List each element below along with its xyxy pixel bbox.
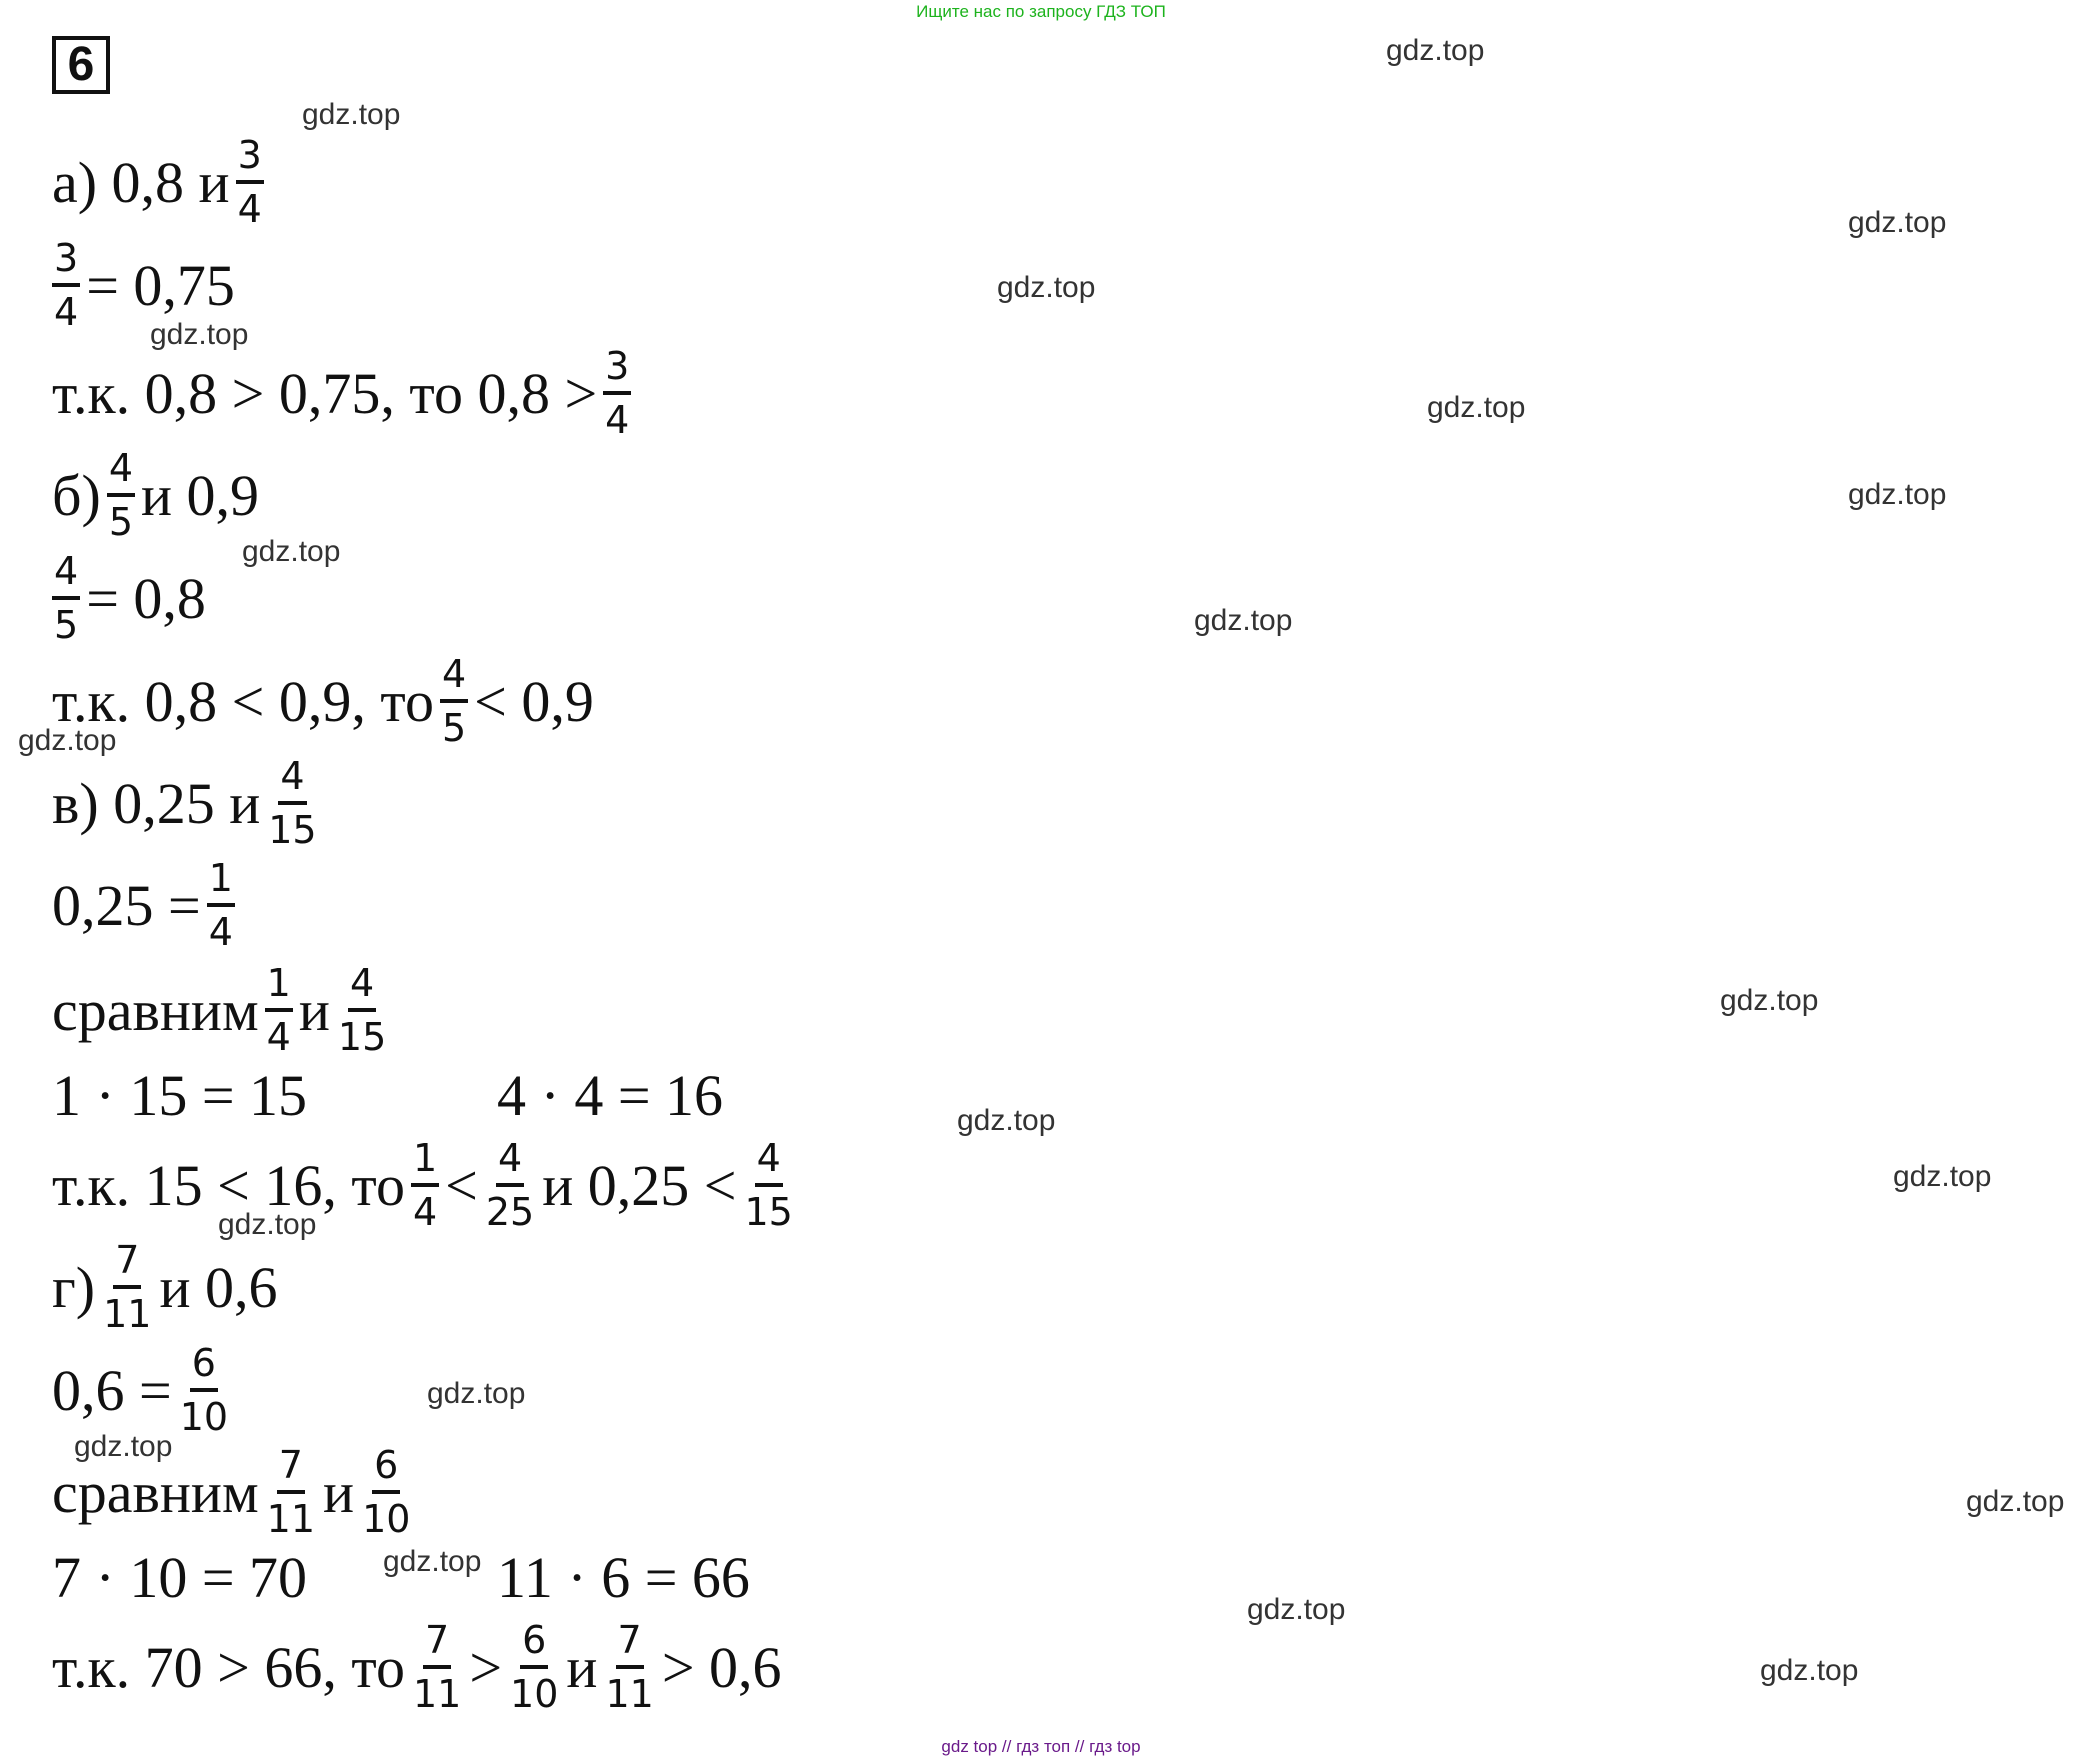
numerator: 4 bbox=[107, 449, 135, 497]
watermark: gdz.top bbox=[1247, 1593, 1346, 1626]
fraction bbox=[52, 549, 80, 647]
fraction bbox=[603, 344, 631, 442]
fraction bbox=[178, 1341, 230, 1439]
watermark: gdz.top bbox=[1720, 984, 1819, 1017]
part-v-line-2 bbox=[52, 850, 241, 960]
watermark: gdz.top bbox=[1848, 478, 1947, 511]
denominator: 4 bbox=[54, 290, 79, 334]
text: 0,25 = bbox=[52, 872, 201, 938]
part-g-line-5 bbox=[52, 1612, 782, 1722]
part-a-line-3 bbox=[52, 338, 637, 448]
numerator: 1 bbox=[265, 964, 293, 1012]
numerator: 4 bbox=[52, 552, 80, 600]
text: и 0,9 bbox=[141, 462, 260, 528]
watermark: gdz.top bbox=[218, 1208, 317, 1241]
denominator: 11 bbox=[266, 1497, 316, 1541]
watermark: gdz.top bbox=[957, 1104, 1056, 1137]
text: б) bbox=[52, 462, 101, 528]
text: = 0,75 bbox=[86, 252, 235, 318]
watermark: gdz.top bbox=[18, 724, 117, 757]
denominator: 25 bbox=[485, 1190, 535, 1234]
numerator: 7 bbox=[616, 1621, 644, 1669]
text: 4 · 4 = 16 bbox=[497, 1062, 724, 1128]
watermark: gdz.top bbox=[1427, 391, 1526, 424]
fraction bbox=[440, 652, 468, 750]
text: и bbox=[323, 1459, 355, 1525]
text: и bbox=[566, 1634, 598, 1700]
denominator: 4 bbox=[412, 1190, 438, 1234]
text: т.к. 0,8 > 0,75, то 0,8 > bbox=[52, 360, 598, 426]
watermark: gdz.top bbox=[1386, 34, 1485, 67]
text: 7 · 10 = 70 bbox=[52, 1544, 308, 1610]
denominator: 15 bbox=[744, 1190, 793, 1234]
text: > 0,6 bbox=[661, 1634, 782, 1700]
watermark: gdz.top bbox=[427, 1377, 526, 1410]
part-g-line-1 bbox=[52, 1232, 278, 1342]
numerator: 4 bbox=[496, 1139, 524, 1187]
numerator: 1 bbox=[207, 859, 235, 907]
watermark: gdz.top bbox=[1194, 604, 1293, 637]
fraction bbox=[603, 1618, 655, 1716]
denominator: 4 bbox=[237, 187, 262, 231]
task-number: 6 bbox=[52, 36, 110, 94]
numerator: 4 bbox=[755, 1139, 783, 1187]
numerator: 6 bbox=[190, 1344, 218, 1392]
fraction bbox=[236, 133, 264, 231]
watermark: gdz.top bbox=[74, 1430, 173, 1463]
watermark: gdz.top bbox=[1966, 1485, 2065, 1518]
text: и bbox=[298, 977, 330, 1043]
watermark: gdz.top bbox=[997, 271, 1096, 304]
text: = 0,8 bbox=[86, 565, 206, 631]
text: т.к. 70 > 66, то bbox=[52, 1634, 405, 1700]
text: < 0,9 bbox=[474, 668, 594, 734]
text: и 0,6 bbox=[159, 1254, 278, 1320]
fraction bbox=[508, 1618, 560, 1716]
denominator: 4 bbox=[266, 1015, 291, 1059]
text: > bbox=[469, 1634, 503, 1700]
text: 1 · 15 = 15 bbox=[52, 1062, 308, 1128]
text: г) bbox=[52, 1254, 96, 1320]
denominator: 5 bbox=[441, 706, 467, 750]
denominator: 11 bbox=[605, 1672, 654, 1716]
numerator: 6 bbox=[372, 1446, 400, 1494]
denominator: 4 bbox=[208, 910, 233, 954]
numerator: 1 bbox=[411, 1139, 439, 1187]
denominator: 11 bbox=[412, 1672, 462, 1716]
text: и 0,25 < bbox=[542, 1152, 737, 1218]
denominator: 5 bbox=[108, 500, 134, 544]
fraction bbox=[411, 1618, 463, 1716]
numerator: 3 bbox=[236, 136, 264, 184]
fraction bbox=[101, 1238, 153, 1336]
text: 11 · 6 = 66 bbox=[497, 1544, 750, 1610]
numerator: 3 bbox=[52, 239, 80, 287]
watermark: gdz.top bbox=[383, 1545, 482, 1578]
part-b-line-3 bbox=[52, 646, 594, 756]
denominator: 10 bbox=[362, 1497, 411, 1541]
numerator: 7 bbox=[423, 1621, 451, 1669]
watermark: gdz.top bbox=[302, 98, 401, 131]
watermark: gdz.top bbox=[1893, 1160, 1992, 1193]
text: в) 0,25 и bbox=[52, 770, 261, 836]
numerator: 3 bbox=[603, 347, 631, 395]
denominator: 5 bbox=[54, 603, 79, 647]
fraction bbox=[742, 1136, 794, 1234]
denominator: 10 bbox=[179, 1395, 229, 1439]
fraction bbox=[207, 856, 235, 954]
fraction bbox=[484, 1136, 536, 1234]
numerator: 4 bbox=[348, 964, 376, 1012]
part-a-line-1 bbox=[52, 127, 270, 237]
watermark: gdz.top bbox=[150, 318, 249, 351]
denominator: 4 bbox=[605, 398, 630, 442]
text: сравним bbox=[52, 1459, 259, 1525]
bottom-note: gdz top // гдз топ // гдз top bbox=[941, 1737, 1141, 1756]
numerator: 7 bbox=[277, 1446, 305, 1494]
watermark: gdz.top bbox=[1760, 1654, 1859, 1687]
denominator: 11 bbox=[103, 1292, 152, 1336]
denominator: 15 bbox=[337, 1015, 387, 1059]
part-g-line-2 bbox=[52, 1335, 236, 1445]
text: < bbox=[445, 1152, 478, 1218]
denominator: 10 bbox=[510, 1672, 559, 1716]
fraction bbox=[266, 754, 318, 852]
part-v-line-1 bbox=[52, 748, 325, 858]
watermark: gdz.top bbox=[1848, 206, 1947, 239]
text: т.к. 0,8 < 0,9, то bbox=[52, 668, 434, 734]
numerator: 4 bbox=[440, 655, 468, 703]
text: т.к. 15 < 16, то bbox=[52, 1152, 405, 1218]
top-note: Ищите нас по запросу ГДЗ ТОП bbox=[916, 2, 1166, 21]
numerator: 4 bbox=[278, 757, 306, 805]
part-v-line-5 bbox=[52, 1130, 801, 1240]
part-b-line-2 bbox=[52, 543, 206, 653]
part-b-line-1 bbox=[52, 440, 259, 550]
fraction bbox=[107, 446, 135, 544]
text: а) 0,8 и bbox=[52, 149, 230, 215]
fraction bbox=[411, 1136, 439, 1234]
numerator: 7 bbox=[113, 1241, 141, 1289]
text: 0,6 = bbox=[52, 1357, 172, 1423]
denominator: 15 bbox=[268, 808, 317, 852]
fraction bbox=[52, 236, 80, 334]
watermark: gdz.top bbox=[242, 535, 341, 568]
numerator: 6 bbox=[520, 1621, 548, 1669]
text: сравним bbox=[52, 977, 259, 1043]
